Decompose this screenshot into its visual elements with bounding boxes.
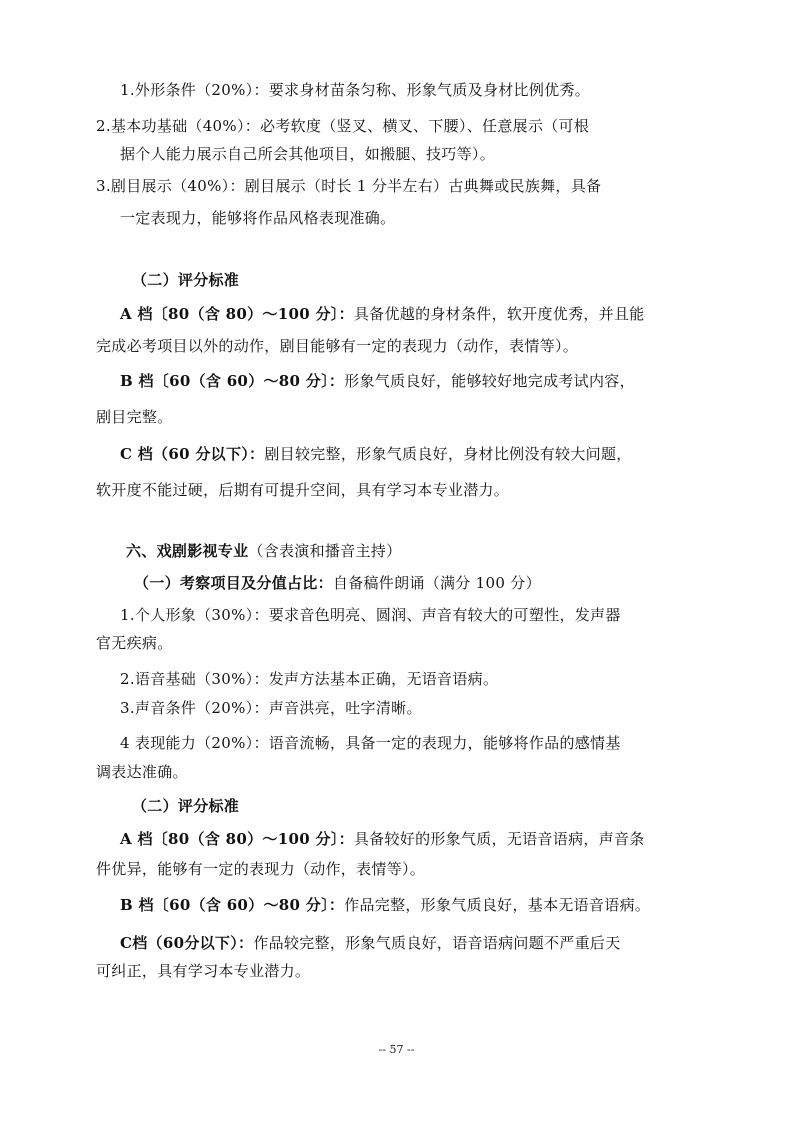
bold-heading: B 档〔60（含 60）～80 分〕： — [120, 896, 345, 914]
body-text: 件优异，能够有一定的表现力（动作，表情等）。 — [96, 860, 426, 878]
bold-heading: （二）评分标准 — [132, 797, 240, 815]
text-line — [96, 762, 188, 782]
bold-heading: （二）评分标准 — [132, 271, 240, 289]
body-text: 剧目较完整，形象气质良好，身材比例没有较大问题， — [264, 445, 632, 463]
text-line — [96, 961, 310, 981]
text-line — [96, 859, 425, 879]
body-text: 具备优越的身材条件，软开度优秀，并且能 — [353, 305, 645, 323]
body-text: 2.基本功基础（40%）：必考软度（竖叉、横叉、下腰）、任意展示（可根 — [96, 117, 590, 135]
text-line — [96, 480, 509, 500]
body-text: 可纠正，具有学习本专业潜力。 — [96, 962, 311, 980]
text-line — [120, 208, 395, 228]
text-line — [96, 336, 578, 356]
body-text: 一定表现力，能够将作品风格表现准确。 — [120, 209, 396, 227]
body-text: （含表演和播音主持） — [248, 542, 402, 560]
text-line — [96, 407, 173, 427]
page-number: -- 57 -- — [378, 1043, 415, 1056]
body-text: 剧目完整。 — [96, 408, 173, 426]
text-line — [120, 605, 621, 625]
bold-heading: A 档〔80（含 80）～100 分〕： — [120, 305, 354, 323]
body-text: 2.语音基础（30%）：发声方法基本正确，无语音语病。 — [120, 670, 499, 688]
text-line — [126, 541, 401, 561]
body-text: 自备稿件朗诵（满分 100 分） — [332, 574, 541, 592]
text-line — [120, 371, 635, 391]
text-line — [132, 796, 239, 816]
text-line — [96, 176, 601, 196]
body-text: 4 表现能力（20%）：语音流畅，具备一定的表现力，能够将作品的感情基 — [120, 734, 621, 752]
text-line — [120, 829, 645, 849]
body-text: 1.外形条件（20%）：要求身材苗条匀称、形象气质及身材比例优秀。 — [120, 81, 591, 99]
body-text: 完成必考项目以外的动作，剧目能够有一定的表现力（动作，表情等）。 — [96, 337, 579, 355]
text-line — [132, 270, 239, 290]
bold-heading: C档（60分以下）： — [120, 934, 254, 952]
body-text: 作品完整，形象气质良好，基本无语音语病。 — [344, 896, 651, 914]
body-text: 据个人能力展示自己所会其他项目，如搬腿、技巧等）。 — [120, 145, 496, 163]
bold-heading: A 档〔80（含 80）～100 分〕： — [120, 830, 354, 848]
text-line — [120, 895, 650, 915]
text-line — [120, 733, 621, 753]
text-line — [96, 633, 173, 653]
text-line — [120, 80, 590, 100]
text-line — [120, 304, 645, 324]
text-line — [120, 669, 498, 689]
body-text: 1.个人形象（30%）：要求音色明亮、圆润、声音有较大的可塑性，发声器 — [120, 606, 621, 624]
body-text: 3.声音条件（20%）：声音洪亮，吐字清晰。 — [120, 699, 422, 717]
text-line — [120, 698, 422, 718]
body-text: 作品较完整，形象气质良好，语音语病问题不严重后天 — [253, 934, 621, 952]
text-line — [120, 144, 495, 164]
text-line — [120, 933, 621, 953]
bold-heading: B 档〔60（含 60）～80 分〕： — [120, 372, 345, 390]
text-line — [134, 573, 541, 593]
body-text: 调表达准确。 — [96, 763, 188, 781]
body-text: 具备较好的形象气质，无语音语病，声音条 — [353, 830, 645, 848]
bold-heading: C 档（60 分以下）： — [120, 445, 265, 463]
bold-heading: （一）考察项目及分值占比： — [134, 574, 333, 592]
body-text: 软开度不能过硬，后期有可提升空间，具有学习本专业潜力。 — [96, 481, 510, 499]
bold-heading: 六、戏剧影视专业 — [126, 542, 249, 560]
body-text: 官无疾病。 — [96, 634, 173, 652]
text-line — [120, 444, 632, 464]
text-line — [96, 116, 589, 136]
body-text: 形象气质良好，能够较好地完成考试内容， — [344, 372, 635, 390]
body-text: 3.剧目展示（40%）：剧目展示（时长 1 分半左右）古典舞或民族舞，具备 — [96, 177, 602, 195]
